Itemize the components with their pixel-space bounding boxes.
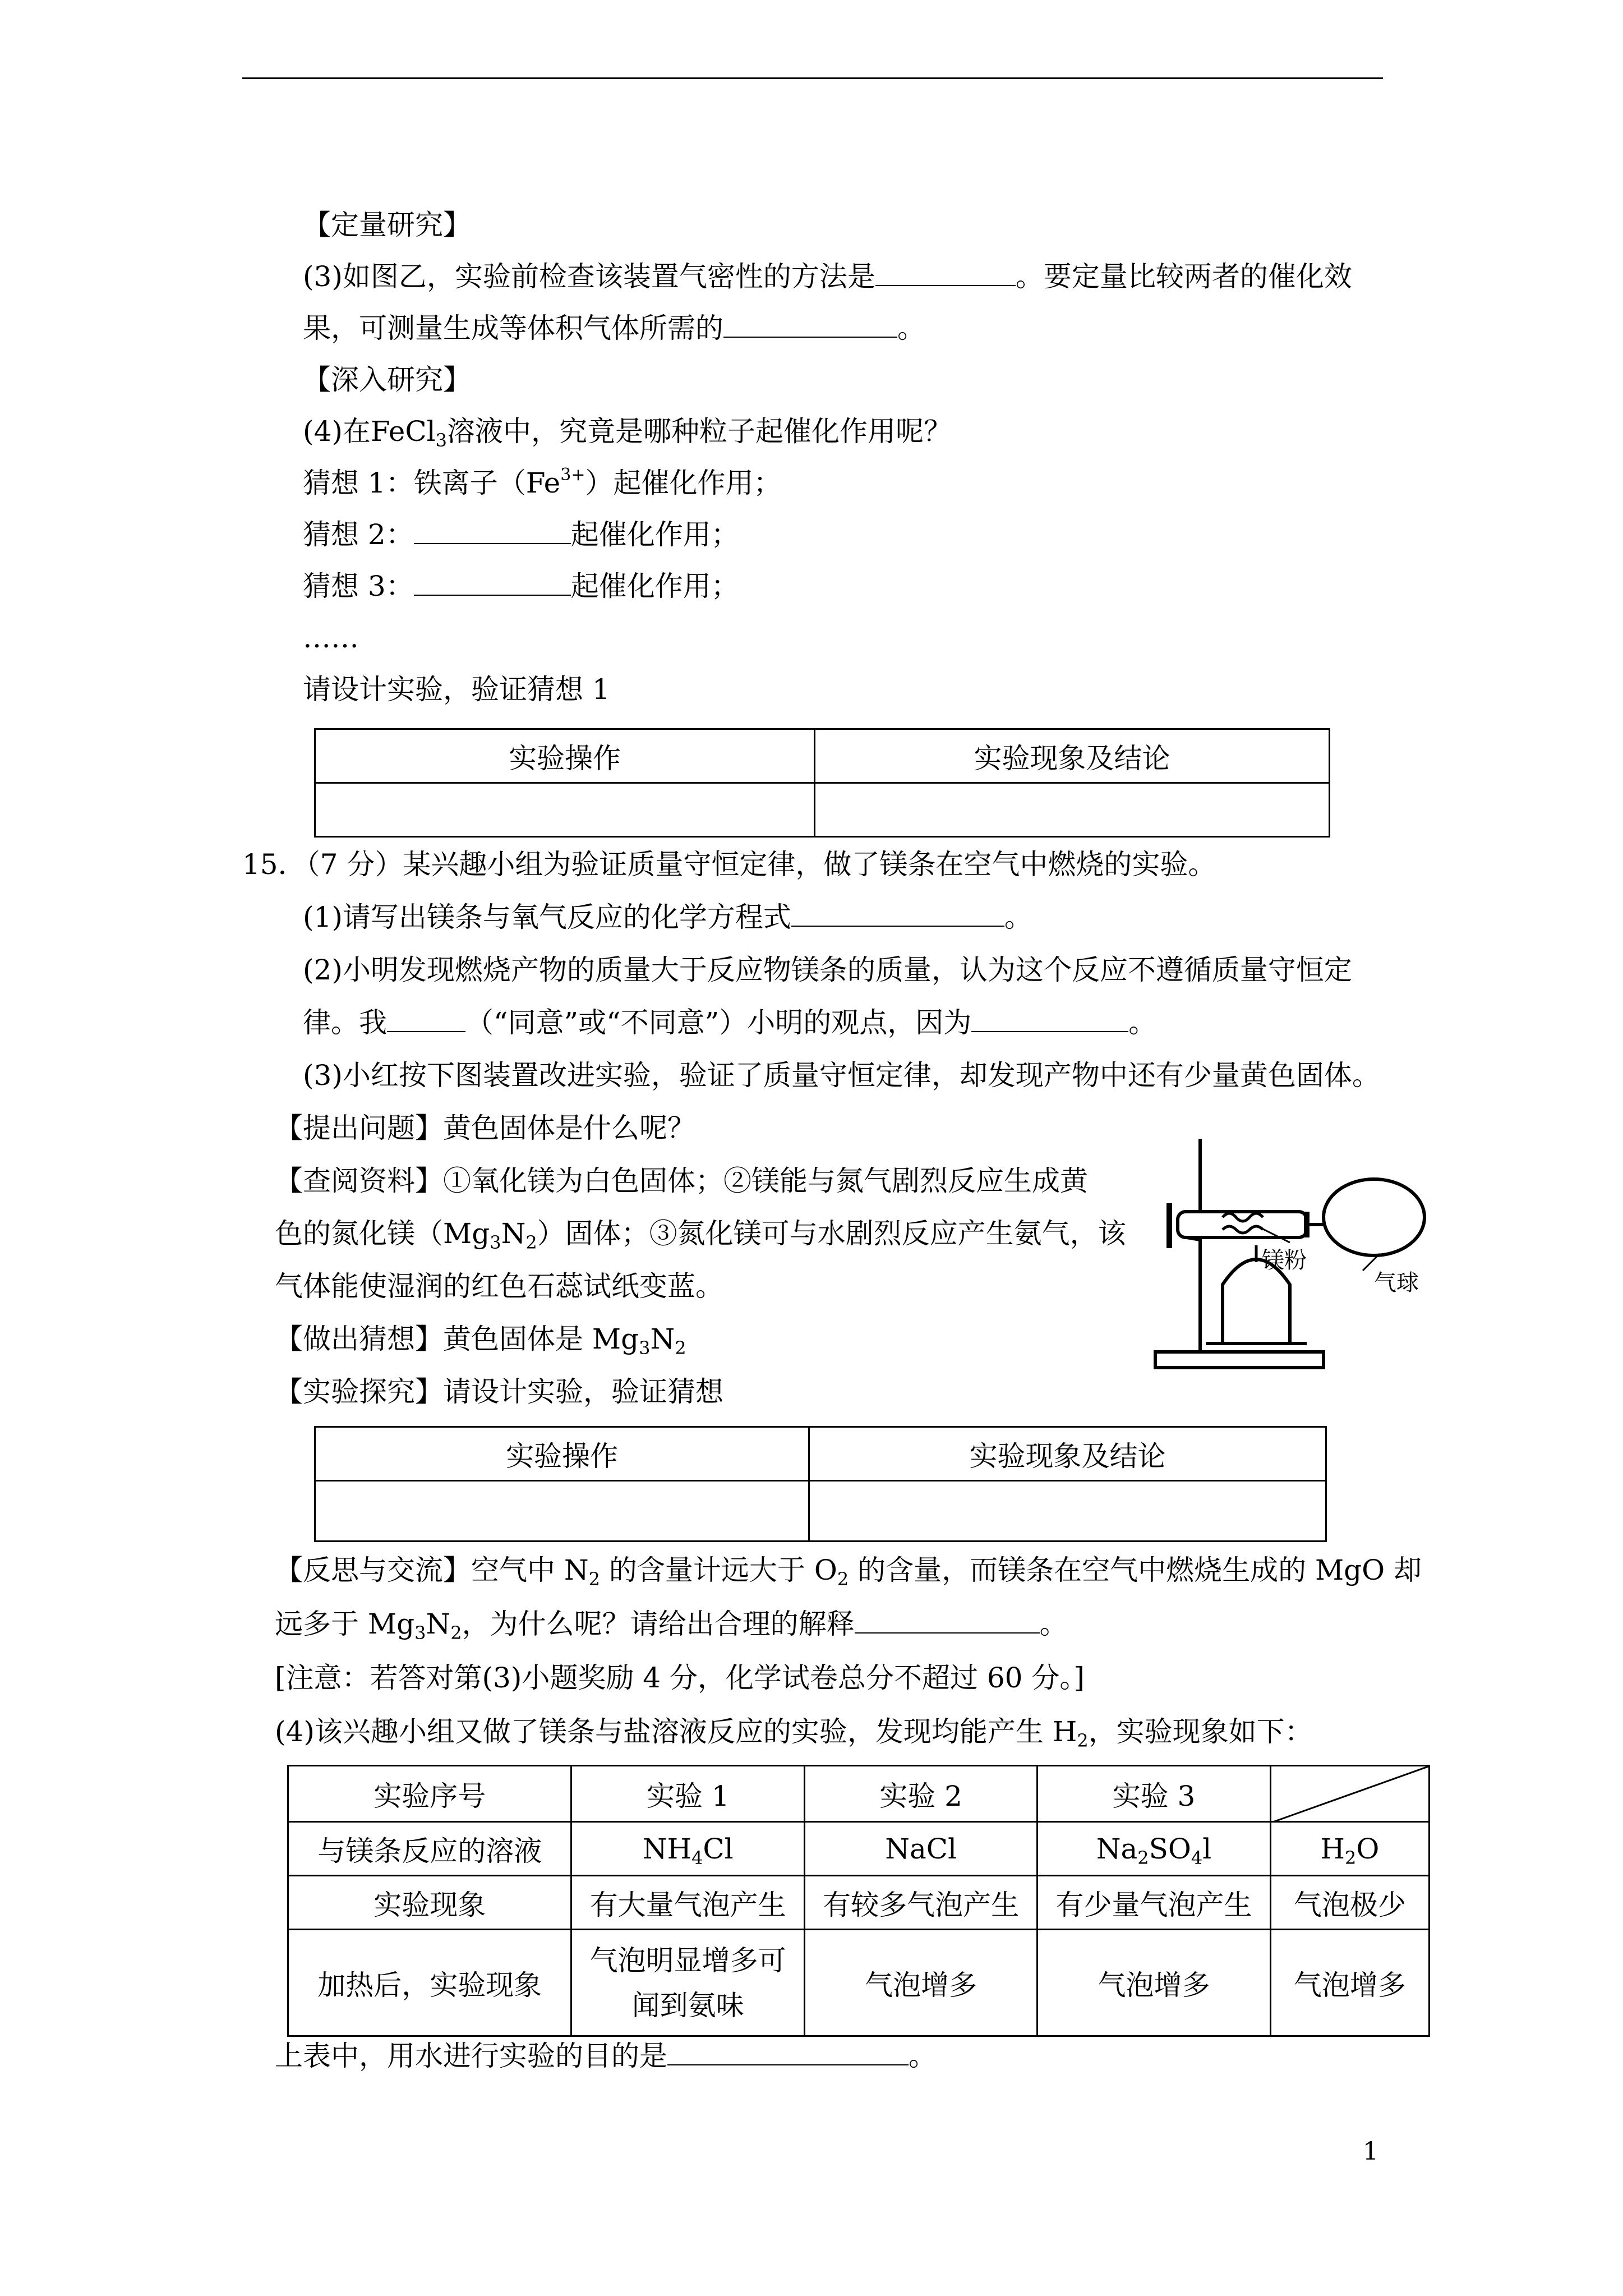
question-15-2-line-2: 律。我 （“同意”或“不同意”）小明的观点，因为 。 [303, 1006, 1157, 1039]
question-15-heading: 15．（7 分）某兴趣小组为验证质量守恒定律，做了镁条在空气中燃烧的实验。 [242, 848, 1216, 881]
reflection-line-1: 【反思与交流】空气中 $N_2$ 的含量计远大于 $O_2$ 的含量，而镁条在空气中燃烧生成的 MgO 却 [275, 1554, 1422, 1590]
raise-question: 【提出问题】黄色固体是什么呢？ [275, 1112, 695, 1144]
design-instruction: 请设计实验，验证猜想 1 [303, 673, 610, 706]
bonus-note: [注意：若答对第(3)小题奖励 4 分，化学试卷总分不超过 60 分。] [275, 1662, 1085, 1694]
cell-nh4cl: $NH_4Cl$ [571, 1822, 804, 1876]
header-result: 实验现象及结论 [815, 729, 1330, 783]
header-exp1: 实验 1 [571, 1766, 804, 1822]
question-15-1: (1)请写出镁条与氧气反应的化学方程式 。 [303, 901, 1032, 933]
info-line-3: 气体能使湿润的红色石蕊试纸变蓝。 [275, 1270, 723, 1303]
question-15-3: (3)小红按下图装置改进实验，验证了质量守恒定律，却发现产物中还有少量黄色固体。 [303, 1059, 1380, 1092]
page-number: 1 [1363, 2137, 1378, 2166]
cell-phenomenon-4: 气泡极少 [1270, 1876, 1429, 1930]
header-rule [242, 77, 1383, 79]
final-question: 上表中，用水进行实验的目的是 。 [275, 2040, 937, 2072]
label-mg-powder: 镁粉 [1262, 1248, 1307, 1273]
salt-solution-table [287, 1765, 1430, 2037]
row-phenomenon-label: 实验现象 [288, 1876, 571, 1930]
answer-blank [667, 2039, 909, 2065]
guess-1: 猜想 1：铁离子$(Fe^{3+})$起催化作用； [303, 465, 782, 499]
stand-base [1155, 1352, 1324, 1368]
experiment-table-1 [314, 728, 1330, 838]
cell-heated-3: 气泡增多 [1038, 1930, 1270, 2036]
label-balloon: 气球 [1374, 1271, 1419, 1295]
answer-blank [971, 1005, 1128, 1032]
hypothesis: 【做出猜想】黄色固体是 $Mg_3N_2$ [275, 1323, 686, 1359]
header-sequence: 实验序号 [288, 1766, 571, 1822]
diagonal-cell [1270, 1766, 1429, 1822]
section-deep-heading: 【深入研究】 [303, 364, 471, 396]
answer-cell[interactable] [815, 783, 1330, 837]
header-exp3: 实验 3 [1038, 1766, 1270, 1822]
question-3-line-2: 果，可测量生成等体积气体所需的 。 [303, 312, 925, 344]
experiment-table-2 [314, 1426, 1327, 1542]
header-result: 实验现象及结论 [809, 1427, 1326, 1481]
answer-cell[interactable] [809, 1481, 1326, 1542]
answer-blank [387, 1005, 465, 1032]
answer-blank [855, 1607, 1040, 1634]
answer-blank [414, 517, 571, 544]
cell-na2so4: $Na_2SO_4l$ [1038, 1822, 1270, 1876]
question-3-line-1: (3)如图乙，实验前检查该装置气密性的方法是 。要定量比较两者的催化效 [303, 260, 1352, 293]
answer-cell[interactable] [315, 1481, 809, 1542]
cell-heated-4: 气泡增多 [1270, 1930, 1429, 2036]
apparatus-figure [1138, 1128, 1464, 1374]
answer-blank [791, 900, 1004, 927]
cell-nacl: NaCl [804, 1822, 1037, 1876]
answer-blank [414, 569, 571, 596]
answer-blank [723, 311, 897, 338]
answer-cell[interactable] [315, 783, 815, 837]
info-line-1: 【查阅资料】①氧化镁为白色固体；②镁能与氮气剧烈反应生成黄 [275, 1165, 1088, 1197]
question-4-line: (4)在FeCl$_3$溶液中，究竟是哪种粒子起催化作用呢？ [303, 415, 952, 451]
ellipsis: …… [303, 622, 359, 654]
cell-phenomenon-3: 有少量气泡产生 [1038, 1876, 1270, 1930]
section-quantitative-heading: 【定量研究】 [303, 209, 471, 241]
row-heated-label: 加热后，实验现象 [288, 1930, 571, 2036]
row-solution-label: 与镁条反应的溶液 [288, 1822, 571, 1876]
balloon-shape [1324, 1179, 1424, 1255]
reflection-line-2: 远多于 $Mg_3N_2$，为什么呢？请给出合理的解释 。 [275, 1608, 1068, 1644]
cell-heated-1: 气泡明显增多可 闻到氨味 [571, 1930, 804, 2036]
guess-3: 猜想 3： 起催化作用； [303, 570, 739, 602]
answer-blank [875, 259, 1016, 286]
guess-2: 猜想 2： 起催化作用； [303, 518, 739, 551]
cell-phenomenon-2: 有较多气泡产生 [804, 1876, 1037, 1930]
diagonal-line [1271, 1766, 1428, 1823]
header-exp2: 实验 2 [804, 1766, 1037, 1822]
header-operation: 实验操作 [315, 1427, 809, 1481]
cell-phenomenon-1: 有大量气泡产生 [571, 1876, 804, 1930]
cell-heated-2: 气泡增多 [804, 1930, 1037, 2036]
experiment-explore: 【实验探究】请设计实验，验证猜想 [275, 1375, 723, 1408]
info-line-2: 色的氮化镁$(Mg_3N_2)$固体；③氮化镁可与水剧烈反应产生氨气，该 [275, 1217, 1126, 1253]
question-15-2-line-1: (2)小明发现燃烧产物的质量大于反应物镁条的质量，认为这个反应不遵循质量守恒定 [303, 954, 1352, 986]
header-operation: 实验操作 [315, 729, 815, 783]
question-15-4: (4)该兴趣小组又做了镁条与盐溶液反应的实验，发现均能产生 $H_2$，实验现象如下： [275, 1715, 1313, 1751]
cell-h2o: $H_2O$ [1270, 1822, 1429, 1876]
